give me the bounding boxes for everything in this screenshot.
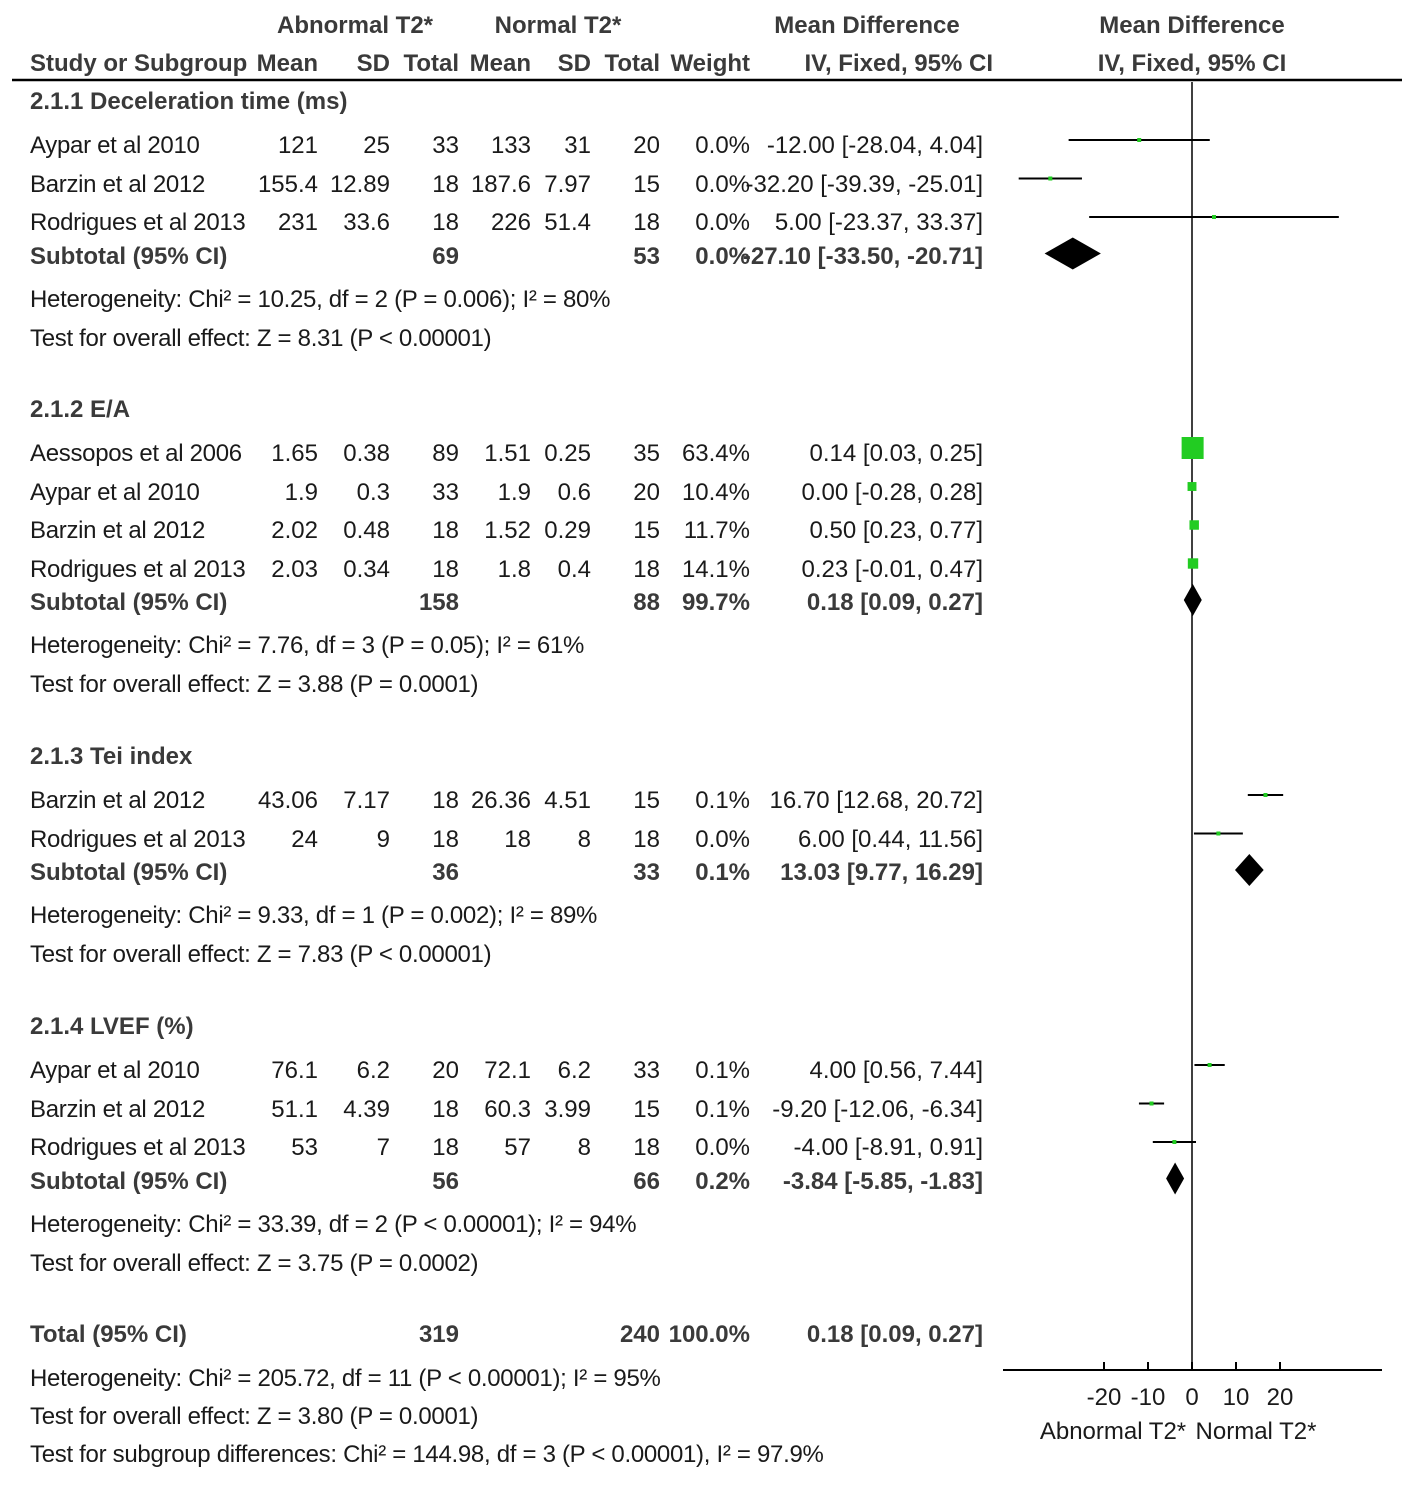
subgroup-1-overall-effect: Test for overall effect: Z = 8.31 (P < 0.00001) [30, 324, 492, 352]
subgroup-1-subtotal-label: Subtotal (95% CI) [30, 242, 228, 270]
subgroup-4-study-1-sd2: 6.2 [557, 1057, 591, 1084]
header-group-normal: Normal T2* [494, 12, 622, 39]
subgroup-1-study-1-ci: -12.00 [-28.04, 4.04] [766, 132, 983, 159]
subgroup-4-study-2-weight: 0.1% [695, 1095, 750, 1123]
subgroup-2-study-4-total2: 18 [633, 555, 660, 583]
total-label: Total (95% CI) [30, 1321, 187, 1348]
subgroup-4-study-1-ci: 4.00 [0.56, 7.44] [809, 1057, 983, 1084]
subgroup-4-subtotal-diamond [1166, 1163, 1184, 1195]
subgroup-1-study-1-square [1137, 138, 1141, 142]
subgroup-1-study-3-weight: 0.0% [695, 209, 750, 236]
subgroup-1-study-3-mean2: 226 [490, 209, 531, 236]
subgroup-4-study-3-total2: 18 [633, 1134, 660, 1161]
header-plot-method: IV, Fixed, 95% CI [1097, 50, 1287, 77]
subgroup-4-study-1-mean1: 76.1 [271, 1057, 318, 1084]
subgroup-2-study-1-sd1: 0.38 [343, 440, 390, 467]
x-tick-label-2: 0 [1185, 1384, 1199, 1411]
subgroup-3-subtotal-total2: 33 [633, 859, 660, 886]
subgroup-2-subtotal-total2: 88 [633, 589, 660, 616]
subgroup-differences: Test for subgroup differences: Chi² = 144.98, df = 3 (P < 0.00001), I² = 97.9% [30, 1441, 824, 1468]
subgroup-2-study-2-total1: 33 [432, 478, 459, 506]
subgroup-1-study-2-weight: 0.0% [695, 170, 750, 198]
subgroup-3-study-1-square [1263, 793, 1267, 797]
subgroup-2-study-3-sd2: 0.29 [544, 517, 591, 544]
subgroup-3-study-1-ci: 16.70 [12.68, 20.72] [769, 787, 983, 814]
subgroup-2-study-3-mean1: 2.02 [271, 517, 318, 544]
total-total1: 319 [418, 1321, 459, 1348]
subgroup-2-study-4-mean2: 1.8 [497, 555, 531, 583]
subgroup-2-study-2-mean1: 1.9 [284, 478, 318, 506]
subgroup-3-study-1-mean1: 43.06 [257, 787, 318, 814]
subgroup-3-heterogeneity: Heterogeneity: Chi² = 9.33, df = 1 (P = 0.002); I² = 89% [30, 902, 598, 929]
subgroup-4-study-2-total1: 18 [432, 1095, 459, 1123]
subgroup-2-study-2-square [1188, 482, 1197, 491]
subgroup-1-study-3-sd1: 33.6 [343, 209, 390, 236]
header-md-method: IV, Fixed, 95% CI [804, 50, 993, 77]
subgroup-2-study-2-sd2: 0.6 [557, 478, 591, 506]
subgroup-2-title: 2.1.2 E/A [30, 396, 131, 423]
subgroup-2-study-2-total2: 20 [633, 478, 660, 506]
subgroup-2-heterogeneity: Heterogeneity: Chi² = 7.76, df = 3 (P = 0.05); I² = 61% [30, 632, 585, 659]
subgroup-4-study-2-total2: 15 [633, 1095, 660, 1123]
subgroup-3-study-1-total2: 15 [633, 787, 660, 814]
subgroup-2-study-4-sd2: 0.4 [557, 555, 591, 583]
subgroup-2-subtotal-label: Subtotal (95% CI) [30, 589, 228, 616]
subgroup-1-study-3-mean1: 231 [277, 209, 318, 236]
subgroup-1-subtotal-total1: 69 [432, 242, 459, 270]
x-tick-label-3: 10 [1222, 1384, 1250, 1411]
subgroup-2-subtotal-total1: 158 [418, 589, 459, 616]
subgroup-1-study-3-total2: 18 [633, 209, 660, 236]
subgroup-1-study-2-ci: -32.20 [-39.39, -25.01] [745, 170, 983, 198]
subgroup-4-study-2-sd2: 3.99 [544, 1095, 591, 1123]
subgroup-3-study-1-name: Barzin et al 2012 [30, 787, 206, 814]
subgroup-1-study-3-sd2: 51.4 [544, 209, 591, 236]
subgroup-3-study-2-sd1: 9 [376, 825, 390, 853]
subgroup-2-study-2-ci: 0.00 [-0.28, 0.28] [801, 478, 983, 506]
subgroup-1-study-2-sd2: 7.97 [544, 170, 591, 198]
subgroup-1-study-3-square [1212, 215, 1216, 219]
subgroup-2-study-2-sd1: 0.3 [356, 478, 390, 506]
subgroup-4-study-3-sd2: 8 [577, 1134, 591, 1161]
header-sd-2: SD [557, 50, 591, 77]
subgroup-1-study-3-total1: 18 [432, 209, 459, 236]
subgroup-4-study-3-ci: -4.00 [-8.91, 0.91] [793, 1134, 983, 1161]
subgroup-3-study-2-weight: 0.0% [695, 825, 750, 853]
subgroup-3-study-2-square [1216, 832, 1220, 836]
subgroup-1-study-1-weight: 0.0% [695, 132, 750, 159]
subgroup-1-subtotal-ci: -27.10 [-33.50, -20.71] [742, 242, 983, 270]
subgroup-3-study-2-ci: 6.00 [0.44, 11.56] [797, 825, 983, 853]
subgroup-3-subtotal-label: Subtotal (95% CI) [30, 859, 228, 886]
subgroup-2-study-1-weight: 63.4% [681, 440, 750, 467]
subgroup-2-study-1-mean2: 1.51 [484, 440, 531, 467]
header-md-group: Mean Difference [774, 12, 960, 39]
subgroup-3-overall-effect: Test for overall effect: Z = 7.83 (P < 0.00001) [30, 941, 492, 968]
subgroup-4-study-2-ci: -9.20 [-12.06, -6.34] [772, 1095, 983, 1123]
subgroup-1-study-1-name: Aypar et al 2010 [30, 132, 200, 159]
subgroup-2-study-4-square [1188, 558, 1198, 568]
subgroup-2-study-2-mean2: 1.9 [497, 478, 531, 506]
subgroup-2-study-1-total1: 89 [432, 440, 459, 467]
subgroup-4-study-3-total1: 18 [432, 1134, 459, 1161]
subgroup-1-study-1-mean1: 121 [277, 132, 318, 159]
subgroup-3-study-2-mean1: 24 [291, 825, 318, 853]
subgroup-2-subtotal-ci: 0.18 [0.09, 0.27] [806, 589, 983, 616]
subgroup-2-overall-effect: Test for overall effect: Z = 3.88 (P = 0.0001) [30, 671, 479, 698]
subgroup-4-study-1-weight: 0.1% [695, 1057, 750, 1084]
subgroup-4-study-2-sd1: 4.39 [343, 1095, 390, 1123]
subgroup-2-study-3-square [1189, 520, 1198, 529]
subgroup-3-study-1-sd2: 4.51 [544, 787, 591, 814]
subgroup-2-study-3-total1: 18 [432, 517, 459, 544]
subgroup-1-study-2-name: Barzin et al 2012 [30, 170, 206, 198]
subgroup-1-study-2-total1: 18 [432, 170, 459, 198]
subgroup-2-study-3-ci: 0.50 [0.23, 0.77] [809, 517, 983, 544]
subgroup-1-study-3-ci: 5.00 [-23.37, 33.37] [774, 209, 983, 236]
subgroup-3-study-1-mean2: 26.36 [470, 787, 531, 814]
header-weight: Weight [670, 50, 750, 77]
subgroup-2-study-3-total2: 15 [633, 517, 660, 544]
subgroup-4-study-1-total1: 20 [432, 1057, 459, 1084]
subgroup-4-subtotal-label: Subtotal (95% CI) [30, 1167, 228, 1195]
total-ci: 0.18 [0.09, 0.27] [806, 1321, 983, 1348]
total-overall-effect: Test for overall effect: Z = 3.80 (P = 0.0001) [30, 1403, 479, 1430]
subgroup-4-study-2-square [1150, 1102, 1154, 1106]
subgroup-3-title: 2.1.3 Tei index [30, 743, 193, 770]
subgroup-2-study-1-name: Aessopos et al 2006 [30, 440, 242, 467]
subgroup-2-subtotal-diamond [1184, 584, 1202, 616]
favours-right-label: Normal T2* [1195, 1418, 1317, 1445]
subgroup-4-study-3-square [1172, 1140, 1176, 1144]
subgroup-4-title: 2.1.4 LVEF (%) [30, 1013, 194, 1040]
subgroup-4-study-2-name: Barzin et al 2012 [30, 1095, 206, 1123]
favours-left-label: Abnormal T2* [1039, 1418, 1187, 1445]
subgroup-1-study-2-square [1048, 177, 1052, 181]
subgroup-3-study-2-total2: 18 [633, 825, 660, 853]
subgroup-2-study-1-mean1: 1.65 [271, 440, 318, 467]
subgroup-3-study-1-total1: 18 [432, 787, 459, 814]
subgroup-4-subtotal-total1: 56 [432, 1167, 459, 1195]
subgroup-1-study-2-mean1: 155.4 [257, 170, 318, 198]
header-mean-1: Mean [256, 50, 318, 77]
x-tick-label-0: -20 [1086, 1384, 1122, 1411]
subgroup-3-study-2-name: Rodrigues et al 2013 [30, 825, 246, 853]
subgroup-2-study-2-name: Aypar et al 2010 [30, 478, 200, 506]
subgroup-3-study-1-sd1: 7.17 [343, 787, 390, 814]
subgroup-2-study-3-sd1: 0.48 [343, 517, 390, 544]
subgroup-4-subtotal-weight: 0.2% [695, 1167, 750, 1195]
subgroup-3-subtotal-diamond [1235, 854, 1264, 886]
header-group-abnormal: Abnormal T2* [276, 12, 434, 39]
subgroup-3-subtotal-total1: 36 [432, 859, 459, 886]
subgroup-2-study-1-sd2: 0.25 [544, 440, 591, 467]
subgroup-2-study-4-total1: 18 [432, 555, 459, 583]
subgroup-1-study-3-name: Rodrigues et al 2013 [30, 209, 246, 236]
subgroup-2-study-3-weight: 11.7% [683, 517, 750, 544]
subgroup-1-heterogeneity: Heterogeneity: Chi² = 10.25, df = 2 (P = 0.006); I² = 80% [30, 285, 611, 313]
subgroup-2-study-3-name: Barzin et al 2012 [30, 517, 206, 544]
subgroup-2-study-4-name: Rodrigues et al 2013 [30, 555, 246, 583]
subgroup-4-study-1-square [1208, 1063, 1212, 1067]
subgroup-1-study-1-sd2: 31 [564, 132, 591, 159]
total-total2: 240 [619, 1321, 660, 1348]
x-tick-label-1: -10 [1130, 1384, 1166, 1411]
subgroup-2-study-1-total2: 35 [633, 440, 660, 467]
subgroup-4-study-3-mean2: 57 [504, 1134, 531, 1161]
subgroup-1-study-1-sd1: 25 [363, 132, 390, 159]
subgroup-3-study-2-mean2: 18 [504, 825, 531, 853]
subgroup-1-subtotal-diamond [1045, 238, 1101, 270]
subgroup-2-study-4-sd1: 0.34 [343, 555, 390, 583]
subgroup-3-study-2-sd2: 8 [577, 825, 591, 853]
subgroup-3-study-2-total1: 18 [432, 825, 459, 853]
subgroup-4-study-3-sd1: 7 [376, 1134, 390, 1161]
x-tick-label-4: 20 [1266, 1384, 1294, 1411]
subgroup-1-study-1-mean2: 133 [490, 132, 531, 159]
subgroup-4-study-1-mean2: 72.1 [484, 1057, 531, 1084]
header-study: Study or Subgroup [30, 50, 248, 77]
subgroup-1-title: 2.1.1 Deceleration time (ms) [30, 88, 348, 115]
subgroup-3-subtotal-ci: 13.03 [9.77, 16.29] [780, 859, 983, 886]
subgroup-4-study-2-mean2: 60.3 [484, 1095, 531, 1123]
subgroup-2-study-4-mean1: 2.03 [271, 555, 318, 583]
subgroup-2-study-3-mean2: 1.52 [484, 517, 531, 544]
header-sd-1: SD [356, 50, 390, 77]
subgroup-1-study-2-total2: 15 [633, 170, 660, 198]
header-total-2: Total [604, 50, 660, 77]
subgroup-3-study-1-weight: 0.1% [695, 787, 750, 814]
subgroup-4-heterogeneity: Heterogeneity: Chi² = 33.39, df = 2 (P < 0.00001); I² = 94% [30, 1210, 637, 1238]
total-heterogeneity: Heterogeneity: Chi² = 205.72, df = 11 (P < 0.00001); I² = 95% [30, 1365, 661, 1392]
subgroup-4-subtotal-total2: 66 [633, 1167, 660, 1195]
subgroup-4-study-1-name: Aypar et al 2010 [30, 1057, 200, 1084]
subgroup-4-study-3-weight: 0.0% [695, 1134, 750, 1161]
subgroup-4-study-1-sd1: 6.2 [356, 1057, 390, 1084]
subgroup-1-study-1-total1: 33 [432, 132, 459, 159]
subgroup-3-subtotal-weight: 0.1% [695, 859, 750, 886]
subgroup-4-study-2-mean1: 51.1 [271, 1095, 318, 1123]
subgroup-1-subtotal-weight: 0.0% [695, 242, 750, 270]
subgroup-1-study-2-sd1: 12.89 [329, 170, 390, 198]
subgroup-2-study-4-weight: 14.1% [681, 555, 750, 583]
subgroup-2-study-4-ci: 0.23 [-0.01, 0.47] [801, 555, 983, 583]
subgroup-2-study-1-square [1182, 437, 1204, 459]
total-weight: 100.0% [668, 1321, 750, 1348]
subgroup-4-study-3-mean1: 53 [291, 1134, 318, 1161]
header-total-1: Total [403, 50, 459, 77]
subgroup-1-study-2-mean2: 187.6 [470, 170, 531, 198]
subgroup-4-subtotal-ci: -3.84 [-5.85, -1.83] [782, 1167, 983, 1195]
subgroup-2-subtotal-weight: 99.7% [681, 589, 750, 616]
subgroup-2-study-1-ci: 0.14 [0.03, 0.25] [809, 440, 983, 467]
header-plot-group: Mean Difference [1099, 12, 1285, 39]
header-mean-2: Mean [469, 50, 531, 77]
subgroup-1-subtotal-total2: 53 [633, 242, 660, 270]
subgroup-1-study-1-total2: 20 [633, 132, 660, 159]
subgroup-4-overall-effect: Test for overall effect: Z = 3.75 (P = 0.0002) [30, 1249, 479, 1277]
subgroup-2-study-2-weight: 10.4% [681, 478, 750, 506]
subgroup-4-study-3-name: Rodrigues et al 2013 [30, 1134, 246, 1161]
subgroup-4-study-1-total2: 33 [633, 1057, 660, 1084]
